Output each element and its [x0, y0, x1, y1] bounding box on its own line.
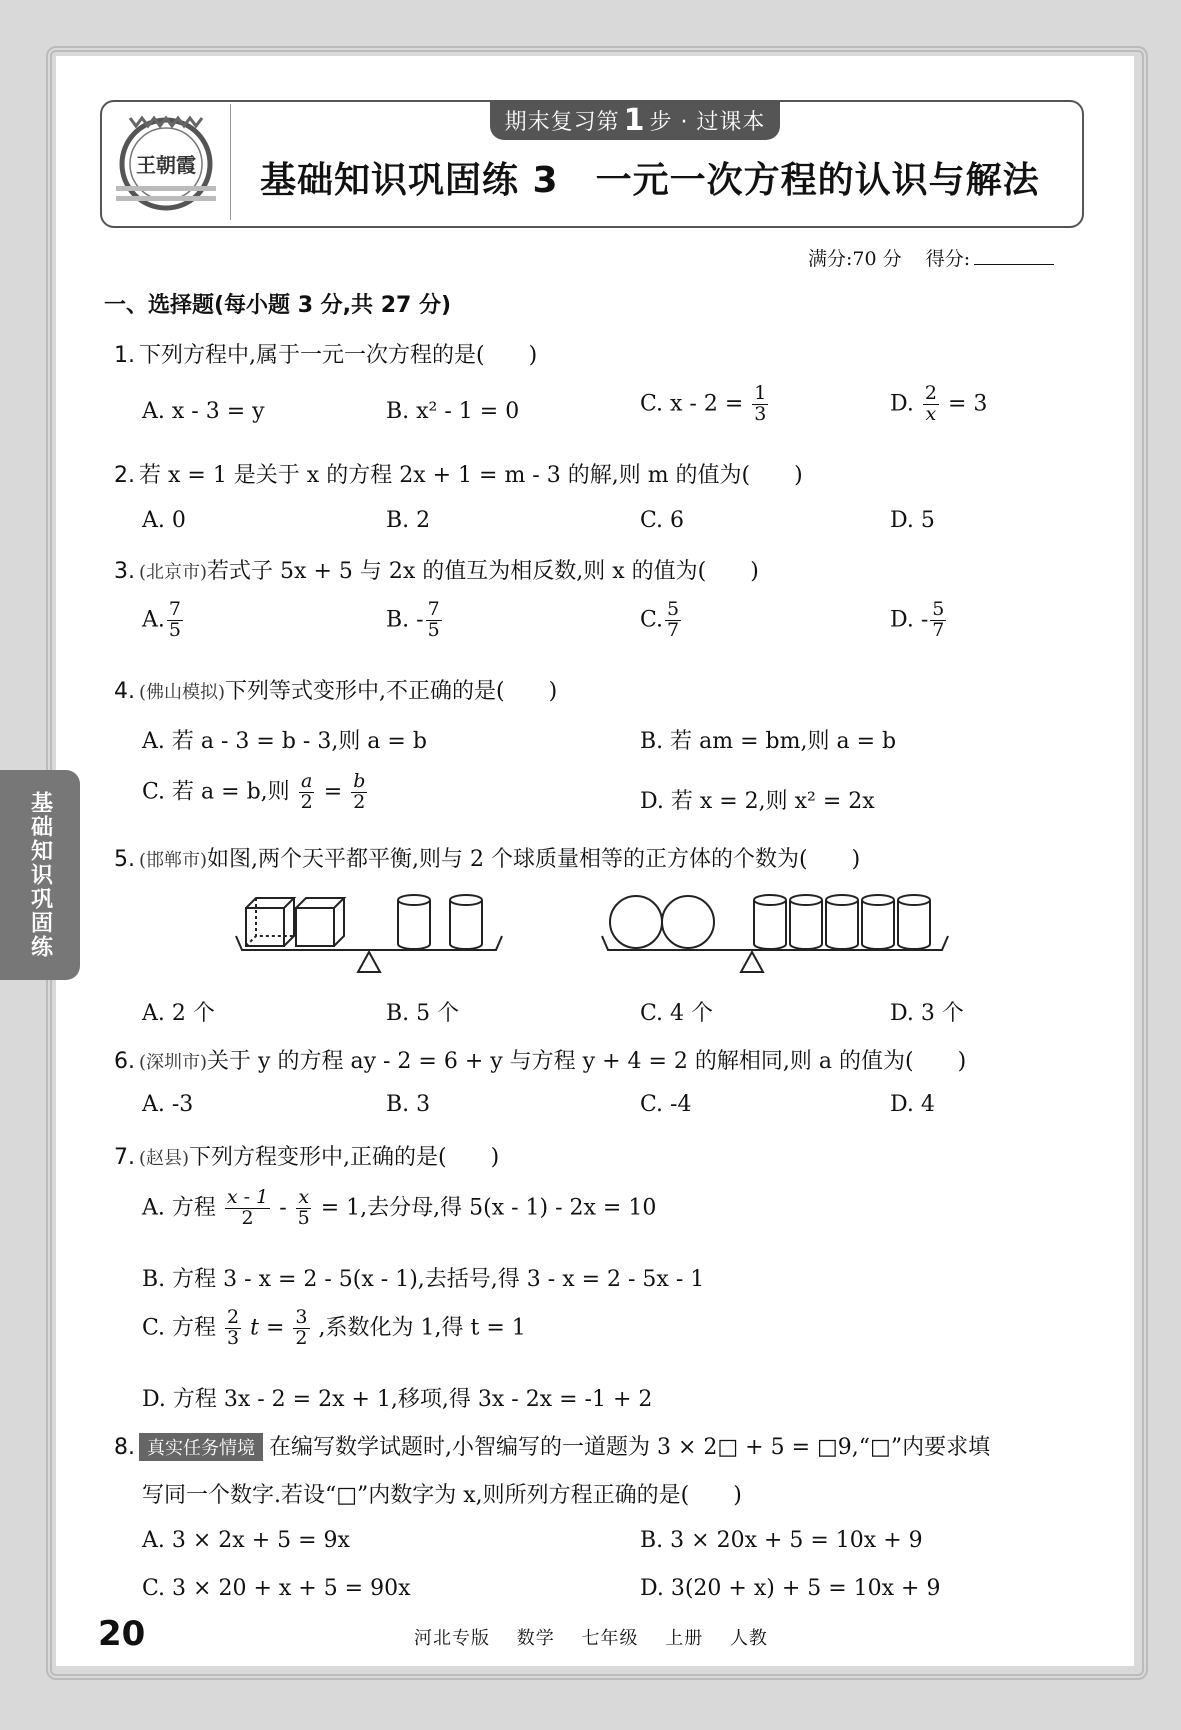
question-source: (北京市): [139, 562, 208, 583]
denominator: 2: [300, 790, 313, 813]
q1-option-b: B. x² - 1 = 0: [386, 399, 520, 424]
question-number: 4.: [114, 679, 135, 704]
question-5: [114, 842, 860, 873]
score-label: 得分:: [925, 248, 971, 270]
denominator: 5: [427, 618, 440, 641]
numerator: x - 1: [226, 1186, 269, 1208]
footer-edition: 河北专版: [414, 1628, 490, 1649]
option-suffix: = 3: [947, 391, 988, 417]
q8-option-d: D. 3(20 + x) + 5 = 10x + 9: [640, 1576, 941, 1601]
denominator: 7: [932, 618, 945, 641]
q1-option-d: [890, 384, 987, 425]
numerator: b: [353, 770, 366, 792]
q2-option-d: D. 5: [890, 508, 935, 533]
question-text: 下列等式变形中,不正确的是( ): [225, 679, 558, 704]
question-number: 3.: [114, 559, 135, 584]
footer: [414, 1624, 788, 1650]
numerator: 5: [667, 598, 680, 620]
option-prefix: C. 若 a = b,则: [142, 779, 290, 805]
question-source: (赵县): [139, 1148, 190, 1169]
question-text: 在编写数学试题时,小智编写的一道题为 3 × 2□ + 5 = □9,“□”内要求填: [269, 1435, 991, 1460]
fraction: [299, 772, 315, 813]
option-prefix: C.: [640, 607, 664, 633]
cylinder: [790, 895, 822, 949]
denominator: 3: [227, 1326, 240, 1349]
question-8-line-2: 写同一个数字.若设“□”内数字为 x,则所列方程正确的是( ): [142, 1483, 742, 1508]
numerator: 1: [754, 382, 767, 404]
section-title: 一、选择题(每小题 3 分,共 27 分): [104, 293, 452, 318]
numerator: 5: [932, 598, 945, 620]
variable: t =: [250, 1315, 285, 1341]
question-source: (邯郸市): [139, 850, 208, 871]
header-tab: [490, 100, 780, 140]
question-6: [114, 1044, 966, 1075]
fraction: [293, 1308, 309, 1349]
cylinder: [826, 895, 858, 949]
q6-option-c: C. -4: [640, 1092, 692, 1117]
page-title: 基础知识巩固练 3 一元一次方程的认识与解法: [260, 160, 1040, 201]
option-prefix: B. -: [386, 607, 424, 633]
question-number: 2.: [114, 463, 135, 488]
option-prefix: D. -: [890, 607, 929, 633]
footer-grade: 七年级: [581, 1628, 639, 1649]
page-number: 20: [98, 1614, 146, 1654]
minus: -: [279, 1195, 287, 1221]
denominator: 2: [353, 790, 366, 813]
cylinder: [398, 895, 430, 949]
q3-option-d: [890, 600, 948, 641]
q3-option-a: [142, 600, 185, 641]
equals: =: [323, 779, 343, 805]
question-4: [114, 674, 557, 705]
q2-option-c: C. 6: [640, 508, 685, 533]
balance-scale-2: [600, 884, 950, 978]
numerator: x: [298, 1186, 310, 1208]
fraction: [665, 600, 681, 641]
q2-option-a: A. 0: [142, 508, 186, 533]
balance-scale-1: [234, 884, 504, 978]
q7-option-c: [142, 1308, 526, 1349]
question-number: 8.: [114, 1435, 135, 1460]
q8-option-b: B. 3 × 20x + 5 = 10x + 9: [640, 1528, 923, 1553]
question-source: (深圳市): [139, 1052, 208, 1073]
denominator: 2: [241, 1206, 254, 1229]
question-7: [114, 1140, 499, 1171]
q5-option-d: D. 3 个: [890, 1001, 964, 1026]
q8-option-c: C. 3 × 20 + x + 5 = 90x: [142, 1576, 411, 1601]
tab-text-post: 步 · 过课本: [649, 109, 766, 135]
q8-option-a: A. 3 × 2x + 5 = 9x: [142, 1528, 350, 1553]
q6-option-d: D. 4: [890, 1092, 935, 1117]
q5-option-a: A. 2 个: [142, 1001, 215, 1026]
ball: [610, 896, 662, 948]
q4-option-a: A. 若 a - 3 = b - 3,则 a = b: [142, 729, 427, 754]
option-suffix: = 1,去分母,得 5(x - 1) - 2x = 10: [320, 1195, 657, 1221]
question-text: 如图,两个天平都平衡,则与 2 个球质量相等的正方体的个数为( ): [207, 847, 861, 872]
score-line: [808, 244, 1054, 271]
cube: [296, 898, 344, 946]
logo: [110, 108, 222, 216]
question-number: 7.: [114, 1145, 135, 1170]
numerator: 7: [168, 598, 181, 620]
question-3: [114, 554, 759, 585]
option-prefix: C. x - 2 =: [640, 391, 744, 417]
q5-option-b: B. 5 个: [386, 1001, 460, 1026]
footer-publisher: 人教: [729, 1628, 768, 1649]
fraction: [923, 384, 939, 425]
q1-option-c: [640, 384, 770, 425]
numerator: a: [301, 770, 313, 792]
q7-option-a: [142, 1188, 656, 1229]
denominator: 5: [297, 1206, 310, 1229]
question-text: 下列方程中,属于一元一次方程的是( ): [139, 343, 538, 368]
q6-option-a: A. -3: [142, 1092, 194, 1117]
question-text: 下列方程变形中,正确的是( ): [189, 1145, 500, 1170]
ball: [662, 896, 714, 948]
side-tab: 基础知识巩固练: [0, 770, 80, 980]
q4-option-d: D. 若 x = 2,则 x² = 2x: [640, 789, 875, 814]
denominator: 7: [667, 618, 680, 641]
full-score: 满分:70 分: [808, 248, 902, 270]
q5-option-c: C. 4 个: [640, 1001, 714, 1026]
q7-option-d: D. 方程 3x - 2 = 2x + 1,移项,得 3x - 2x = -1 + 2: [142, 1387, 653, 1412]
denominator: 2: [295, 1326, 308, 1349]
footer-volume: 上册: [665, 1628, 704, 1649]
question-text: 关于 y 的方程 ay - 2 = 6 + y 与方程 y + 4 = 2 的解相同,则 a 的值为( ): [207, 1049, 967, 1074]
question-number: 5.: [114, 847, 135, 872]
context-tag: 真实任务情境: [139, 1433, 263, 1461]
cylinder: [754, 895, 786, 949]
header-divider: [230, 104, 231, 220]
denominator: 3: [754, 402, 767, 425]
question-1: [114, 338, 537, 369]
option-prefix: A. 方程: [142, 1195, 216, 1221]
question-text: 若 x = 1 是关于 x 的方程 2x + 1 = m - 3 的解,则 m 的值为( ): [139, 463, 803, 488]
question-2: [114, 458, 803, 489]
fraction: [351, 772, 367, 813]
q3-option-b: [386, 600, 444, 641]
fraction: [296, 1188, 312, 1229]
option-prefix: D.: [890, 391, 914, 417]
cylinder: [898, 895, 930, 949]
numerator: 2: [227, 1306, 240, 1328]
numerator: 2: [924, 382, 937, 404]
q1-option-a: A. x - 3 = y: [142, 399, 265, 424]
fraction: [225, 1188, 270, 1229]
fraction: [930, 600, 946, 641]
fraction: [426, 600, 442, 641]
question-8: [114, 1430, 990, 1461]
question-text: 若式子 5x + 5 与 2x 的值互为相反数,则 x 的值为( ): [207, 559, 759, 584]
option-suffix: ,系数化为 1,得 t = 1: [318, 1315, 526, 1341]
question-number: 1.: [114, 343, 135, 368]
q6-option-b: B. 3: [386, 1092, 431, 1117]
q3-option-c: [640, 600, 683, 641]
fraction: [167, 600, 183, 641]
question-number: 6.: [114, 1049, 135, 1074]
q7-option-b: B. 方程 3 - x = 2 - 5(x - 1),去括号,得 3 - x = 2 - 5x - 1: [142, 1267, 705, 1292]
footer-subject: 数学: [516, 1628, 555, 1649]
question-source: (佛山模拟): [139, 682, 226, 703]
denominator: 5: [168, 618, 181, 641]
denominator: x: [925, 402, 937, 425]
score-blank: [974, 264, 1054, 265]
option-prefix: C. 方程: [142, 1315, 217, 1341]
numerator: 3: [295, 1306, 308, 1328]
q4-option-b: B. 若 am = bm,则 a = b: [640, 729, 897, 754]
tab-text-pre: 期末复习第: [504, 109, 620, 135]
cylinder: [450, 895, 482, 949]
option-prefix: A.: [142, 607, 165, 633]
q4-option-c: [142, 772, 369, 813]
tab-step: 1: [623, 102, 646, 138]
cylinder: [862, 895, 894, 949]
q2-option-b: B. 2: [386, 508, 431, 533]
fraction: [225, 1308, 241, 1349]
numerator: 7: [427, 598, 440, 620]
cube: [246, 898, 294, 946]
fraction: [752, 384, 768, 425]
logo-text: 王朝霞: [136, 153, 196, 177]
